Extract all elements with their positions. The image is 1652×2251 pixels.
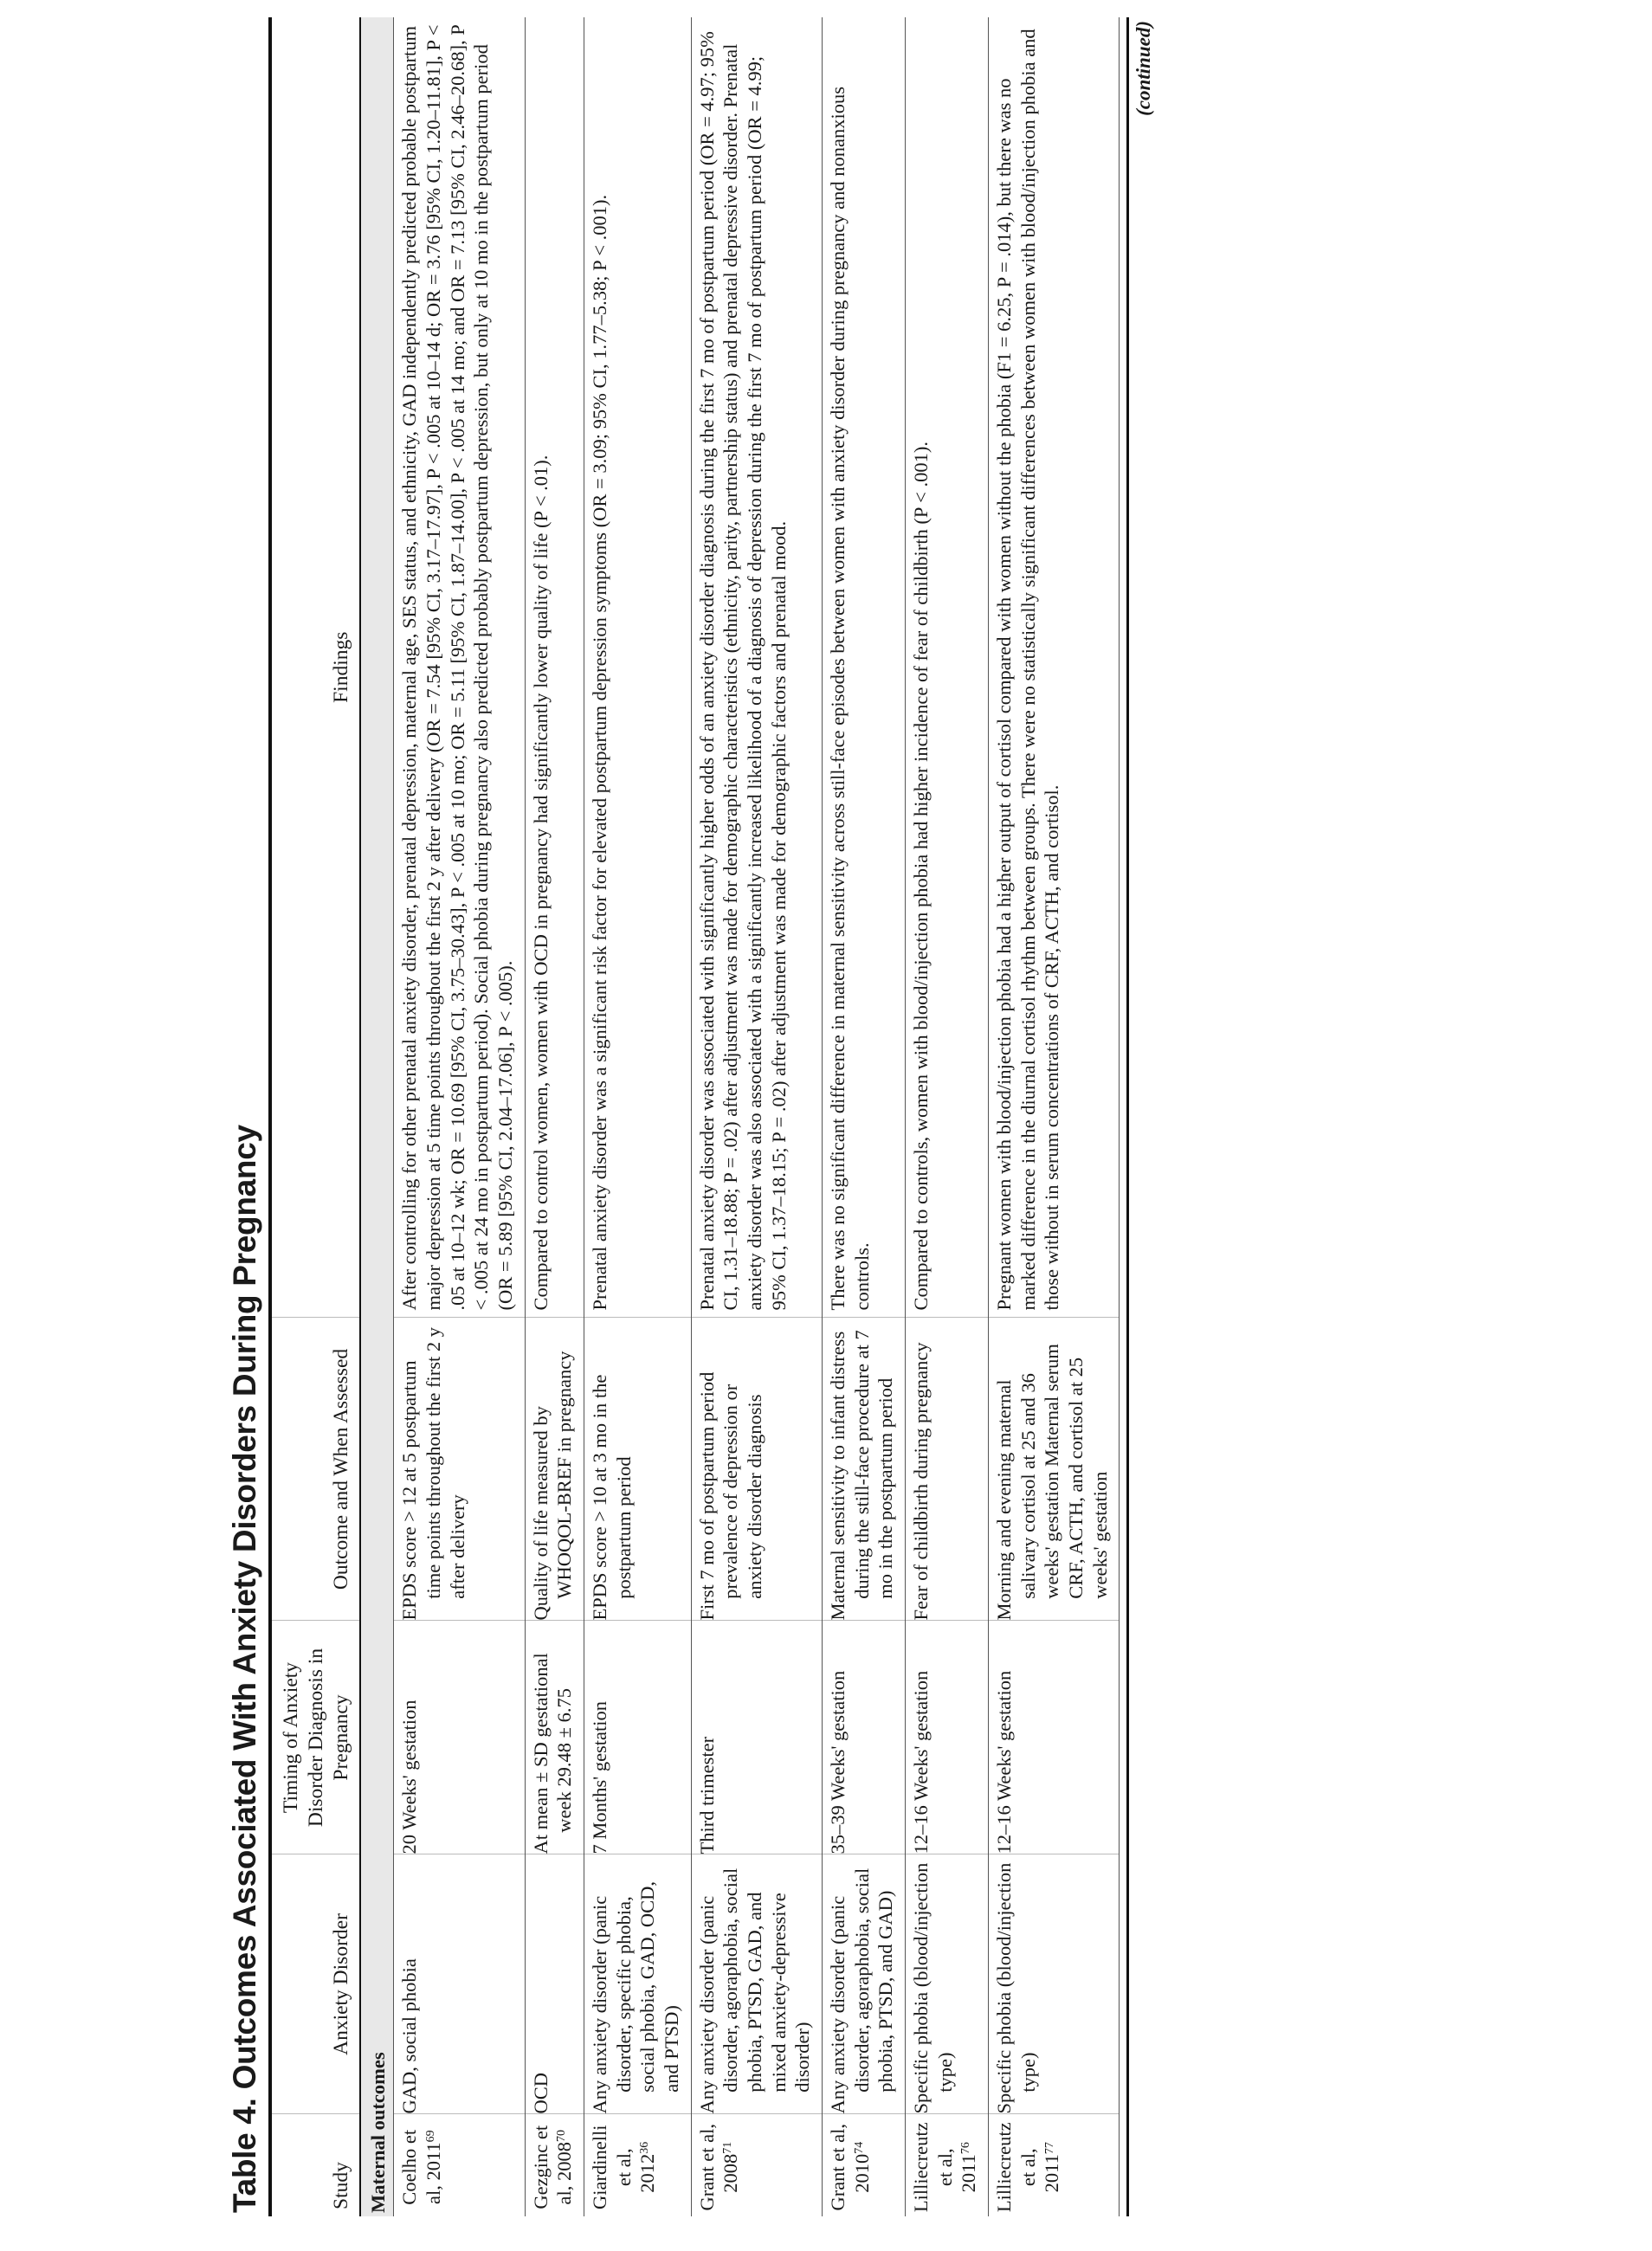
timing-cell: 12–16 Weeks' gestation [906, 1621, 989, 1854]
outcome-cell: Quality of life measured by WHOQOL-BREF in pregnancy [525, 1318, 584, 1621]
column-header-study: Study [272, 2114, 360, 2216]
findings-cell: There was no significant difference in maternal sensitivity across still-face episodes between women with anxiety disorder during pregnancy and nonanxious controls. [823, 17, 906, 1318]
outcome-cell: First 7 mo of postpartum period prevalence of depression or anxiety disorder diagnosis [691, 1318, 822, 1621]
study-cell [525, 2114, 584, 2216]
outcomes-table [272, 17, 1120, 2216]
table-row [989, 17, 1120, 2216]
study-name: Gezginc et al, 2008 [529, 2125, 576, 2209]
findings-cell: After controlling for other prenatal anxiety disorder, prenatal depression, maternal age, SES status, and ethnicity, GAD independently predicted probable postpartum major depression at 5 time points throughout the first 2 y after delivery (OR = 7.54 [95% CI, 3.17–17.97], P < .005 at 10–14 d; OR = 3.76 [95% CI, 1.20–11.81], P < .05 at 10–12 wk; OR = 10.69 [95% CI, 3.75–30.43], P < .005 at 10 mo; OR = 5.11 [95% CI, 1.87–14.00], P < .005 at 14 mo; and OR = 7.13 [95% CI, 2.46–20.68], P < .005 at 24 mo in postpartum period). Social phobia during pregnancy also predicted probably postpartum depression, but only at 10 mo in the postpartum period (OR = 5.89 [95% CI, 2.04–17.06], P < .005). [394, 17, 525, 1318]
study-reference: 36 [638, 2141, 652, 2154]
study-name: Grant et al, 2008 [695, 2123, 742, 2211]
anxiety-disorder-cell: Any anxiety disorder (panic disorder, specific phobia, social phobia, GAD, OCD, and PTSD) [584, 1854, 692, 2114]
column-header-timing: Timing of Anxiety Disorder Diagnosis in Pregnancy [272, 1621, 360, 1854]
study-name: Lilliecreutz et al, 2011 [993, 2122, 1063, 2213]
study-reference: 76 [959, 2142, 973, 2155]
table-title: Table 4. Outcomes Associated With Anxiety Disorders During Pregnancy [227, 17, 272, 2216]
table-row [394, 17, 525, 2216]
findings-cell: Prenatal anxiety disorder was a significant risk factor for elevated postpartum depression symptoms (OR = 3.09; 95% CI, 1.77–5.38; P < .001). [584, 17, 692, 1318]
study-name: Grant et al, 2010 [827, 2123, 873, 2211]
anxiety-disorder-cell: Any anxiety disorder (panic disorder, agoraphobia, social phobia, PTSD, GAD, and mixed anxiety-depressive disorder) [691, 1854, 822, 2114]
timing-cell: 7 Months' gestation [584, 1621, 692, 1854]
anxiety-disorder-cell: Specific phobia (blood/injection type) [906, 1854, 989, 2114]
study-cell [584, 2114, 692, 2216]
timing-cell: 12–16 Weeks' gestation [989, 1621, 1120, 1854]
anxiety-disorder-cell: Specific phobia (blood/injection type) [989, 1854, 1120, 2114]
study-reference: 71 [721, 2141, 735, 2154]
anxiety-disorder-cell: GAD, social phobia [394, 1854, 525, 2114]
study-reference: 74 [852, 2141, 866, 2154]
study-name: Coelho et al, 2011 [398, 2129, 445, 2205]
study-reference: 70 [555, 2130, 569, 2142]
findings-cell: Compared to control women, women with OCD in pregnancy had significantly lower quality of life (P < .01). [525, 17, 584, 1318]
study-name: Lilliecreutz et al, 2011 [910, 2122, 980, 2213]
table-row [525, 17, 584, 2216]
outcome-cell: Maternal sensitivity to infant distress during the still-face procedure at 7 mo in the postpartum period [823, 1318, 906, 1621]
column-header-findings: Findings [272, 17, 360, 1318]
table-container [227, 17, 1155, 2216]
study-name: Giardinelli et al, 2012 [589, 2125, 659, 2209]
study-cell [989, 2114, 1120, 2216]
anxiety-disorder-cell: OCD [525, 1854, 584, 2114]
table-row [584, 17, 692, 2216]
study-cell [394, 2114, 525, 2216]
study-cell [823, 2114, 906, 2216]
timing-cell: At mean ± SD gestational week 29.48 ± 6.75 [525, 1621, 584, 1854]
table-row [906, 17, 989, 2216]
group-label: Maternal outcomes [360, 17, 394, 2216]
outcome-cell: Fear of childbirth during pregnancy [906, 1318, 989, 1621]
timing-cell: 35–39 Weeks' gestation [823, 1621, 906, 1854]
findings-cell: Compared to controls, women with blood/injection phobia had higher incidence of fear of childbirth (P < .001). [906, 17, 989, 1318]
study-cell [906, 2114, 989, 2216]
header-row [272, 17, 360, 2216]
anxiety-disorder-cell: Any anxiety disorder (panic disorder, agoraphobia, social phobia, PTSD, and GAD) [823, 1854, 906, 2114]
outcome-cell: EPDS score > 12 at 5 postpartum time points throughout the first 2 y after delivery [394, 1318, 525, 1621]
study-reference: 77 [1042, 2142, 1056, 2155]
timing-cell: Third trimester [691, 1621, 822, 1854]
outcome-cell: Morning and evening maternal salivary cortisol at 25 and 36 weeks' gestation Maternal serum CRF, ACTH, and cortisol at 25 weeks' gestation [989, 1318, 1120, 1621]
study-reference: 69 [424, 2130, 438, 2143]
outcome-cell: EPDS score > 10 at 3 mo in the postpartum period [584, 1318, 692, 1621]
column-header-anxiety-disorder: Anxiety Disorder [272, 1854, 360, 2114]
group-row-maternal-outcomes [360, 17, 394, 2216]
column-header-outcome: Outcome and When Assessed [272, 1318, 360, 1621]
study-cell [691, 2114, 822, 2216]
timing-cell: 20 Weeks' gestation [394, 1621, 525, 1854]
table-row [691, 17, 822, 2216]
findings-cell: Prenatal anxiety disorder was associated with significantly higher odds of an anxiety disorder diagnosis during the first 7 mo of postpartum period (OR = 4.97; 95% CI, 1.31–18.88; P = .02) after adjustment was made for demographic characteristics (ethnicity, parity, partnership status) and prenatal depressive disorder. Prenatal anxiety disorder was also associated with a significantly increased likelihood of a diagnosis of depression during the first 7 mo of postpartum period (OR = 4.99; 95% CI, 1.37–18.15; P = .02) after adjustment was made for demographic factors and prenatal mood. [691, 17, 822, 1318]
table-row [823, 17, 906, 2216]
findings-cell: Pregnant women with blood/injection phobia had a higher output of cortisol compared with women without the phobia (F1 = 6.25, P = .014), but there was no marked difference in the diurnal cortisol rhythm between groups. There were no statistically significant differences between women with blood/injection phobia and those without in serum concentrations of CRF, ACTH, and cortisol. [989, 17, 1120, 1318]
continued-label: (continued) [1126, 17, 1155, 2216]
